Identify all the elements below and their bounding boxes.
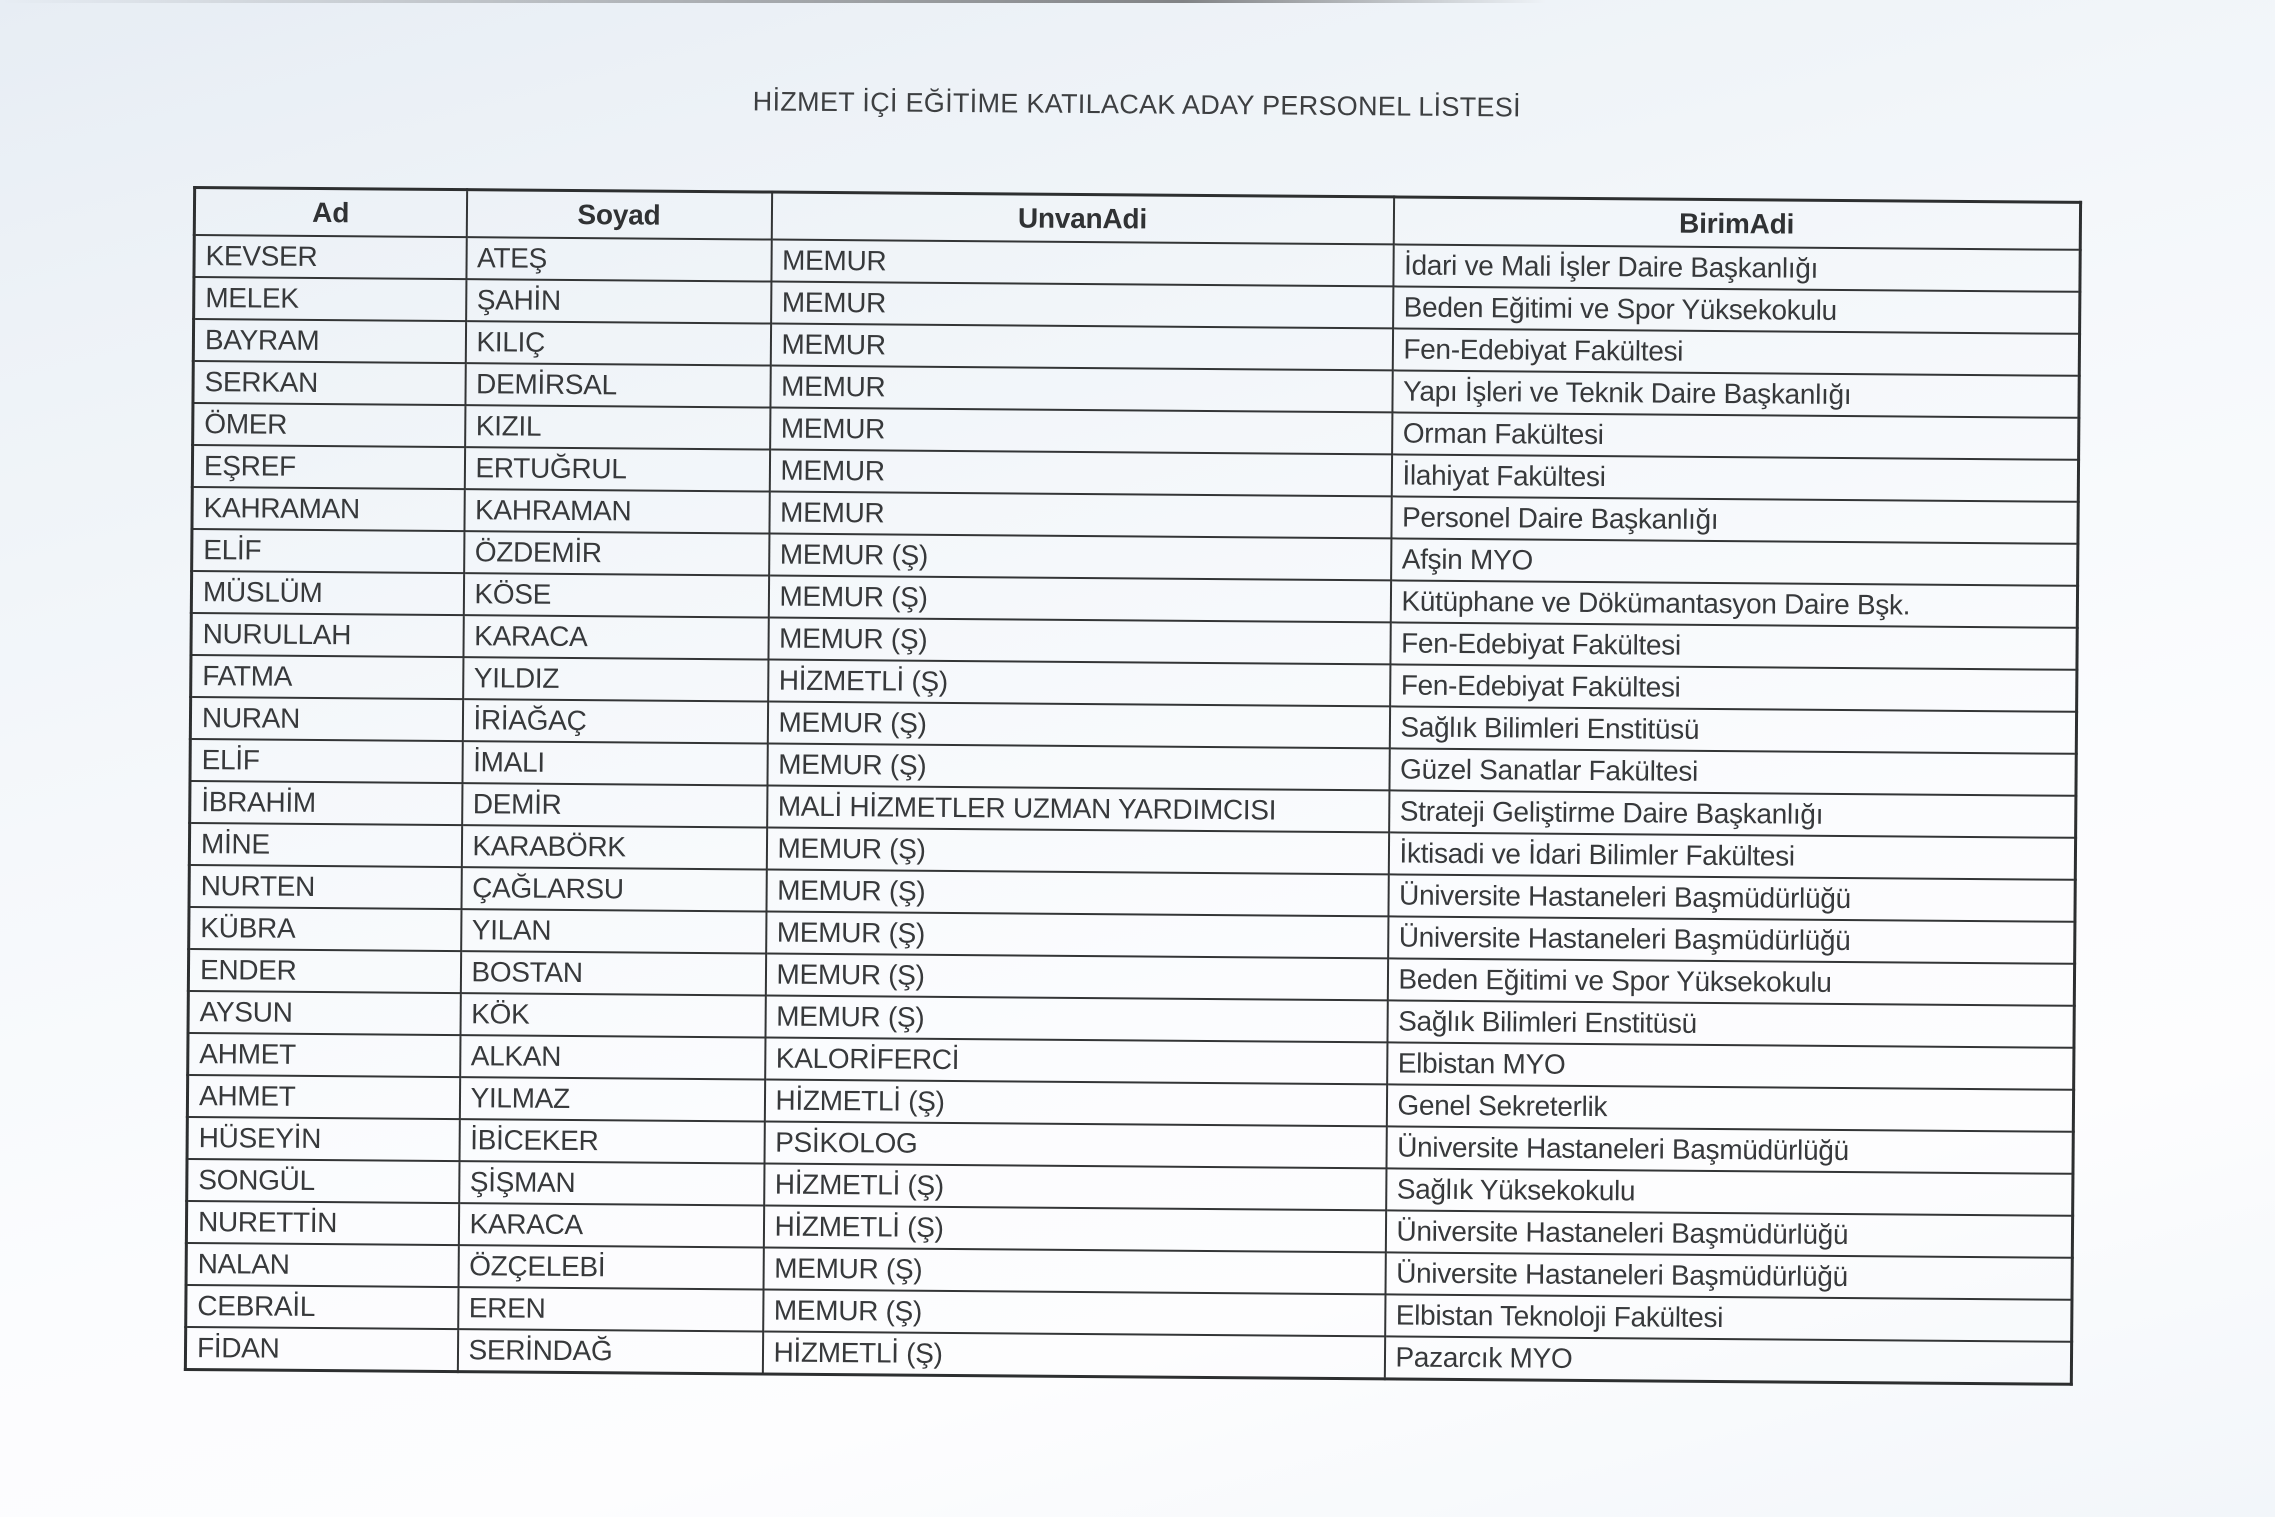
table-cell: Sağlık Bilimleri Enstitüsü — [1387, 1000, 2074, 1047]
table-cell: İdari ve Mali İşler Daire Başkanlığı — [1393, 244, 2080, 291]
table-cell: NURETTİN — [186, 1201, 458, 1245]
table-cell: Elbistan Teknoloji Fakültesi — [1385, 1294, 2072, 1341]
table-cell: ŞİŞMAN — [459, 1161, 764, 1205]
table-cell: Fen-Edebiyat Fakültesi — [1390, 664, 2077, 711]
table-cell: MALİ HİZMETLER UZMAN YARDIMCISI — [767, 786, 1389, 833]
table-cell: MÜSLÜM — [191, 571, 463, 615]
table-cell: İBİCEKER — [459, 1119, 764, 1163]
table-cell: SERİNDAĞ — [457, 1329, 762, 1374]
table-cell: BOSTAN — [460, 951, 765, 995]
table-cell: KÖK — [460, 993, 765, 1037]
table-cell: Üniversite Hastaneleri Başmüdürlüğü — [1388, 916, 2075, 963]
table-cell: Sağlık Bilimleri Enstitüsü — [1389, 706, 2076, 753]
table-cell: ATEŞ — [466, 237, 771, 281]
table-cell: Yapı İşleri ve Teknik Daire Başkanlığı — [1392, 370, 2079, 417]
table-cell: Üniversite Hastaneleri Başmüdürlüğü — [1385, 1252, 2072, 1299]
table-cell: DEMİR — [462, 783, 767, 827]
table-cell: İktisadi ve İdari Bilimler Fakültesi — [1388, 832, 2075, 879]
table-cell: ŞAHİN — [466, 279, 771, 323]
table-cell: MEMUR — [770, 324, 1392, 371]
table-cell: ERTUĞRUL — [464, 447, 769, 491]
table-cell: ELİF — [192, 529, 464, 573]
table-cell: Fen-Edebiyat Fakültesi — [1392, 328, 2079, 375]
document-content — [184, 80, 2080, 1386]
table-cell: FİDAN — [185, 1327, 457, 1372]
table-cell: KÜBRA — [189, 907, 461, 951]
table-cell: EREN — [458, 1287, 763, 1331]
table-cell: MEMUR (Ş) — [765, 996, 1387, 1043]
table-cell: KEVSER — [194, 235, 466, 279]
table-cell: ÖZÇELEBİ — [458, 1245, 763, 1289]
table-cell: HİZMETLİ (Ş) — [762, 1332, 1384, 1379]
table-cell: MEMUR (Ş) — [766, 828, 1388, 875]
table-cell: KALORİFERCİ — [765, 1038, 1387, 1085]
table-cell: Genel Sekreterlik — [1386, 1084, 2073, 1131]
table-cell: AYSUN — [188, 991, 460, 1035]
table-cell: KARACA — [463, 615, 768, 659]
table-cell: İRİAĞAÇ — [462, 699, 767, 743]
table-cell: HÜSEYİN — [187, 1117, 459, 1161]
table-cell: MEMUR — [770, 408, 1392, 455]
table-cell: Kütüphane ve Dökümantasyon Daire Bşk. — [1390, 580, 2077, 627]
table-cell: ENDER — [188, 949, 460, 993]
table-cell: Sağlık Yüksekokulu — [1386, 1168, 2073, 1215]
table-cell: YILMAZ — [459, 1077, 764, 1121]
column-header-birimadi: BirimAdi — [1393, 197, 2080, 250]
table-cell: NURAN — [190, 697, 462, 741]
table-cell: DEMİRSAL — [465, 363, 770, 407]
table-cell: ÇAĞLARSU — [461, 867, 766, 911]
table-cell: MİNE — [189, 823, 461, 867]
table-cell: AHMET — [188, 1033, 460, 1077]
table-cell: MEMUR — [770, 366, 1392, 413]
table-cell: MEMUR (Ş) — [769, 534, 1391, 581]
table-cell: ELİF — [190, 739, 462, 783]
document-title: HİZMET İÇİ EĞİTİME KATILACAK ADAY PERSONEL LİSTESİ — [752, 86, 1522, 123]
table-cell: ÖMER — [193, 403, 465, 447]
table-cell: NURULLAH — [191, 613, 463, 657]
table-cell: Fen-Edebiyat Fakültesi — [1390, 622, 2077, 669]
table-cell: Orman Fakültesi — [1392, 412, 2079, 459]
table-cell: HİZMETLİ (Ş) — [763, 1206, 1385, 1253]
column-header-unvanadi: UnvanAdi — [771, 192, 1393, 244]
table-cell: NALAN — [186, 1243, 458, 1287]
table-cell: MEMUR (Ş) — [767, 702, 1389, 749]
table-cell: MEMUR (Ş) — [765, 954, 1387, 1001]
table-cell: İlahiyat Fakültesi — [1391, 454, 2078, 501]
table-cell: MEMUR — [769, 450, 1391, 497]
table-cell: MEMUR (Ş) — [763, 1248, 1385, 1295]
table-cell: Üniversite Hastaneleri Başmüdürlüğü — [1388, 874, 2075, 921]
table-cell: KILIÇ — [465, 321, 770, 365]
column-header-soyad: Soyad — [466, 190, 771, 240]
table-cell: Afşin MYO — [1391, 538, 2078, 585]
table-cell: SERKAN — [193, 361, 465, 405]
table-cell: MEMUR (Ş) — [768, 576, 1390, 623]
table-cell: FATMA — [191, 655, 463, 699]
table-cell: BAYRAM — [193, 319, 465, 363]
table-cell: KARABÖRK — [461, 825, 766, 869]
table-cell: Elbistan MYO — [1387, 1042, 2074, 1089]
table-cell: PSİKOLOG — [764, 1122, 1386, 1169]
table-cell: AHMET — [187, 1075, 459, 1119]
table-cell: İBRAHİM — [190, 781, 462, 825]
table-cell: YILDIZ — [463, 657, 768, 701]
table-cell: MEMUR — [771, 282, 1393, 329]
table-cell: MEMUR (Ş) — [766, 912, 1388, 959]
table-cell: MEMUR — [769, 492, 1391, 539]
table-cell: HİZMETLİ (Ş) — [764, 1164, 1386, 1211]
table-cell: KAHRAMAN — [464, 489, 769, 533]
table-cell: MEMUR (Ş) — [767, 744, 1389, 791]
table-cell: EŞREF — [192, 445, 464, 489]
table-cell: CEBRAİL — [186, 1285, 458, 1329]
table-cell: KAHRAMAN — [192, 487, 464, 531]
table-cell: KARACA — [458, 1203, 763, 1247]
table-cell: Personel Daire Başkanlığı — [1391, 496, 2078, 543]
table-cell: HİZMETLİ (Ş) — [764, 1080, 1386, 1127]
table-cell: Beden Eğitimi ve Spor Yüksekokulu — [1387, 958, 2074, 1005]
table-cell: KÖSE — [463, 573, 768, 617]
table-cell: YILAN — [461, 909, 766, 953]
personnel-table — [184, 186, 2082, 1386]
table-cell: İMALI — [462, 741, 767, 785]
table-cell: SONGÜL — [187, 1159, 459, 1203]
table-cell: MEMUR (Ş) — [768, 618, 1390, 665]
table-cell: Güzel Sanatlar Fakültesi — [1389, 748, 2076, 795]
table-cell: NURTEN — [189, 865, 461, 909]
table-cell: MEMUR (Ş) — [763, 1290, 1385, 1337]
table-cell: ALKAN — [460, 1035, 765, 1079]
table-cell: Üniversite Hastaneleri Başmüdürlüğü — [1386, 1126, 2073, 1173]
table-cell: Pazarcık MYO — [1384, 1336, 2071, 1384]
table-cell: KIZIL — [465, 405, 770, 449]
table-cell: HİZMETLİ (Ş) — [768, 660, 1390, 707]
table-cell: ÖZDEMİR — [464, 531, 769, 575]
table-cell: MELEK — [194, 277, 466, 321]
table-cell: MEMUR (Ş) — [766, 870, 1388, 917]
table-cell: Beden Eğitimi ve Spor Yüksekokulu — [1393, 286, 2080, 333]
table-cell: Strateji Geliştirme Daire Başkanlığı — [1389, 790, 2076, 837]
table-cell: MEMUR — [771, 240, 1393, 287]
scanner-edge-artifact — [0, 0, 2275, 3]
column-header-ad: Ad — [194, 188, 466, 238]
table-cell: Üniversite Hastaneleri Başmüdürlüğü — [1385, 1210, 2072, 1257]
